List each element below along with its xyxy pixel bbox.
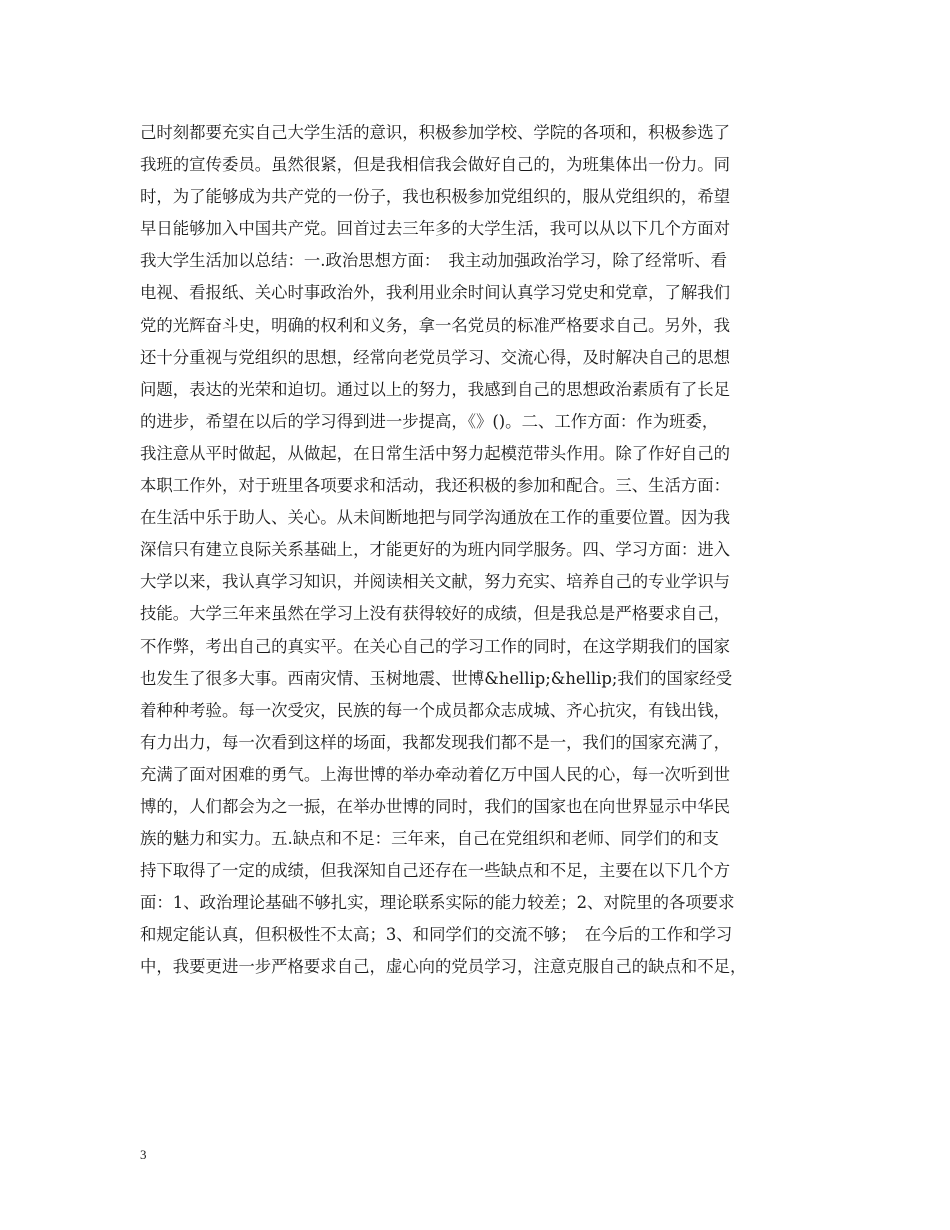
text-line: 深信只有建立良际关系基础上，才能更好的为班内同学服务。四、学习方面：进入 [140,540,731,560]
text-line: 面：1、政治理论基础不够扎实，理论联系实际的能力较差；2、对院里的各项要求 [140,893,735,913]
text-line: 中，我要更进一步严格要求自己，虚心向的党员学习，注意克服自己的缺点和不足， [140,957,747,977]
text-line: 电视、看报纸、关心时事政治外，我利用业余时间认真学习党史和党章，了解我们 [140,283,731,303]
text-line: 在生活中乐于助人、关心。从未间断地把与同学沟通放在工作的重要位置。因为我 [140,508,731,528]
text-line: 问题，表达的光荣和迫切。通过以上的努力，我感到自己的思想政治素质有了长足 [140,379,731,399]
text-line: 着种种考验。每一次受灾，民族的每一个成员都众志成城、齐心抗灾，有钱出钱， [140,700,731,720]
text-line: 充满了面对困难的勇气。上海世博的举办牵动着亿万中国人民的心，每一次听到世 [140,764,731,784]
text-line: 早日能够加入中国共产党。回首过去三年多的大学生活，我可以从以下几个方面对 [140,219,731,239]
text-line: 也发生了很多大事。西南灾情、玉树地震、世博&hellip;&hellip;我们的国家经受 [140,668,733,688]
text-line: 的进步，希望在以后的学习得到进一步提高，《》()。二、工作方面：作为班委， [140,411,719,431]
text-line: 我注意从平时做起，从做起，在日常生活中努力起模范带头作用。除了作好自己的 [140,443,731,463]
body-text [140,117,830,984]
text-line: 我大学生活加以总结：一.政治思想方面： 我主动加强政治学习，除了经常听、看 [140,251,728,271]
text-line: 族的魅力和实力。五.缺点和不足：三年来，自己在党组织和老师、同学们的和支 [140,829,719,849]
text-line: 和规定能认真，但积极性不太高；3、和同学们的交流不够； 在今后的工作和学习 [140,925,733,945]
text-line: 还十分重视与党组织的思想，经常向老党员学习、交流心得，及时解决自己的思想 [140,347,731,367]
text-line: 我班的宣传委员。虽然很紧，但是我相信我会做好自己的，为班集体出一份力。同 [140,155,731,175]
text-line: 时，为了能够成为共产党的一份子，我也积极参加党组织的，服从党组织的，希望 [140,187,731,207]
text-line: 本职工作外，对于班里各项要求和活动，我还积极的参加和配合。三、生活方面： [140,476,731,496]
text-line: 不作弊，考出自己的真实平。在关心自己的学习工作的同时，在这学期我们的国家 [140,636,731,656]
text-line: 技能。大学三年来虽然在学习上没有获得较好的成绩，但是我总是严格要求自己， [140,604,731,624]
text-line: 持下取得了一定的成绩，但我深知自己还存在一些缺点和不足，主要在以下几个方 [140,861,731,881]
text-line: 己时刻都要充实自己大学生活的意识，积极参加学校、学院的各项和，积极参选了 [140,123,731,142]
page-number: 3 [140,1147,147,1162]
text-line: 党的光辉奋斗史，明确的权利和义务，拿一名党员的标准严格要求自己。另外，我 [140,315,731,335]
text-line: 博的，人们都会为之一振，在举办世博的同时，我们的国家也在向世界显示中华民 [140,796,731,816]
text-line: 大学以来，我认真学习知识，并阅读相关文献，努力充实、培养自己的专业学识与 [140,572,731,592]
text-line: 有力出力，每一次看到这样的场面，我都发现我们都不是一，我们的国家充满了， [140,732,731,752]
